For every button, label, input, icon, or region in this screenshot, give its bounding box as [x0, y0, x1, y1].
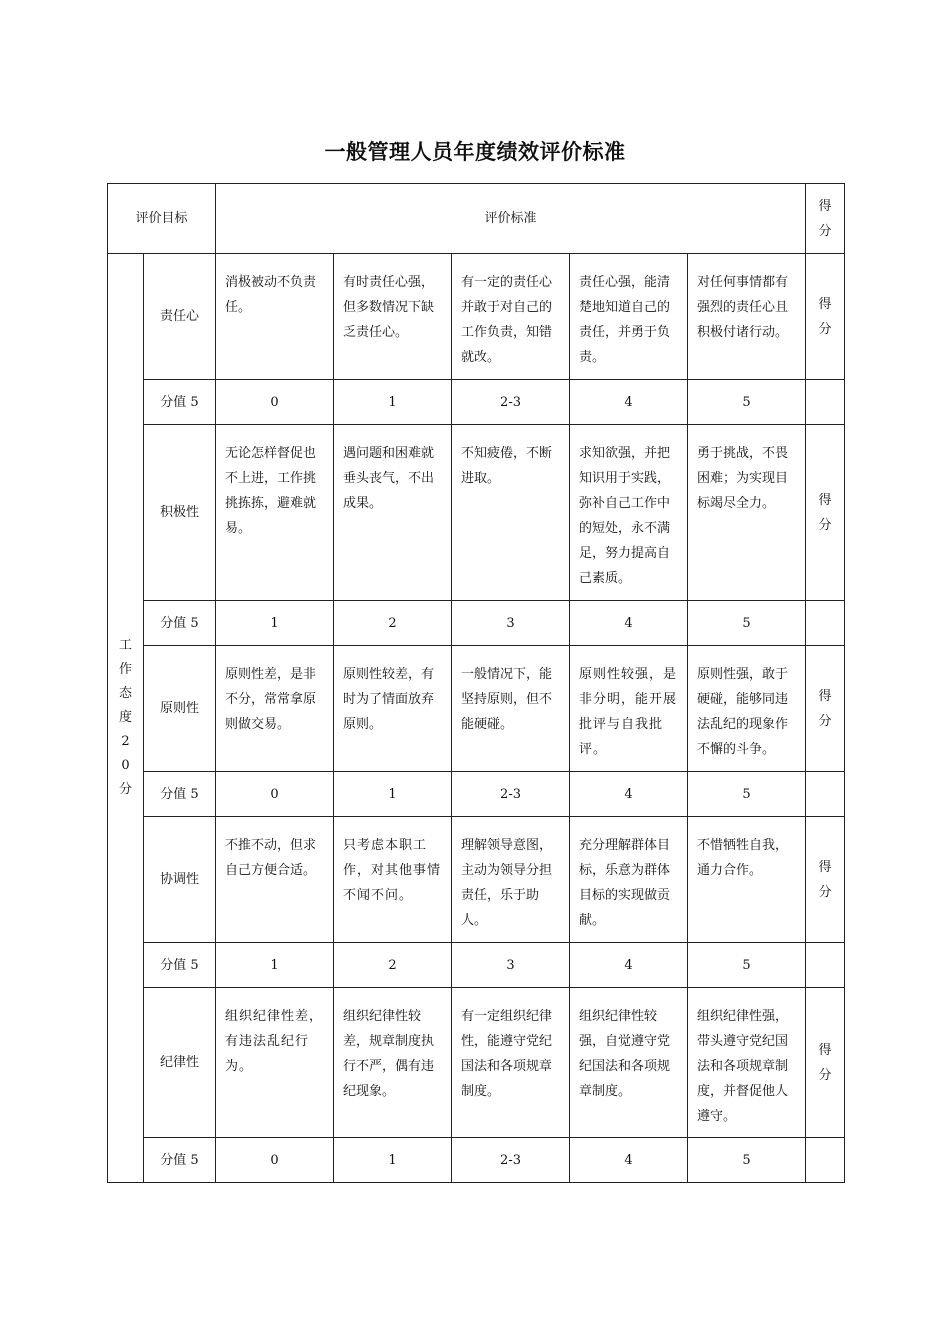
- item-name: 原则性: [144, 646, 216, 772]
- header-score: 得分: [806, 184, 845, 254]
- score-value: 3: [452, 601, 570, 646]
- score-cell: 得分: [806, 817, 845, 943]
- score-value: 1: [334, 772, 452, 817]
- score-value: 5: [688, 601, 806, 646]
- table-header-row: [108, 184, 845, 254]
- score-row-responsibility: [108, 380, 845, 425]
- score-value: 0: [216, 1138, 334, 1183]
- score-value: 4: [570, 1138, 688, 1183]
- criteria-cell: 遇问题和困难就垂头丧气，不出成果。: [334, 425, 452, 601]
- score-row-discipline: [108, 1138, 845, 1183]
- criteria-cell: 求知欲强，并把知识用于实践，弥补自己工作中的短处，永不满足，努力提高自己素质。: [570, 425, 688, 601]
- criteria-cell: 有时责任心强，但多数情况下缺乏责任心。: [334, 254, 452, 380]
- criteria-cell: 不惜牺牲自我，通力合作。: [688, 817, 806, 943]
- score-value: 4: [570, 380, 688, 425]
- criteria-row-discipline: [108, 988, 845, 1138]
- score-value: 2-3: [452, 1138, 570, 1183]
- score-value: 3: [452, 943, 570, 988]
- criteria-cell: 责任心强，能清楚地知道自己的责任，并勇于负责。: [570, 254, 688, 380]
- score-input-cell[interactable]: [806, 943, 845, 988]
- score-input-cell[interactable]: [806, 380, 845, 425]
- criteria-cell: 勇于挑战，不畏困难；为实现目标竭尽全力。: [688, 425, 806, 601]
- score-value: 1: [216, 601, 334, 646]
- criteria-cell: 理解领导意图，主动为领导分担责任，乐于助人。: [452, 817, 570, 943]
- score-label: 分值 5: [144, 772, 216, 817]
- criteria-cell: 充分理解群体目标，乐意为群体目标的实现做贡献。: [570, 817, 688, 943]
- score-value: 2-3: [452, 380, 570, 425]
- criteria-cell: 组织纪律性差，有违法乱纪行为。: [216, 988, 334, 1138]
- score-value: 5: [688, 380, 806, 425]
- item-name: 纪律性: [144, 988, 216, 1138]
- criteria-cell: 对任何事情都有强烈的责任心且积极付诸行动。: [688, 254, 806, 380]
- criteria-cell: 组织纪律性较差，规章制度执行不严，偶有违纪现象。: [334, 988, 452, 1138]
- criteria-row-initiative: [108, 425, 845, 601]
- item-name: 协调性: [144, 817, 216, 943]
- score-value: 1: [334, 380, 452, 425]
- evaluation-table: [107, 183, 845, 1183]
- score-cell: 得分: [806, 988, 845, 1138]
- score-label: 分值 5: [144, 601, 216, 646]
- criteria-cell: 组织纪律性强，带头遵守党纪国法和各项规章制度，并督促他人遵守。: [688, 988, 806, 1138]
- score-value: 4: [570, 772, 688, 817]
- criteria-cell: 原则性差，是非不分，常常拿原则做交易。: [216, 646, 334, 772]
- score-value: 1: [334, 1138, 452, 1183]
- criteria-cell: 原则性较差，有时为了情面放弃原则。: [334, 646, 452, 772]
- criteria-cell: 只考虑本职工作，对其他事情不闻不问。: [334, 817, 452, 943]
- item-name: 积极性: [144, 425, 216, 601]
- criteria-cell: 组织纪律性较强，自觉遵守党纪国法和各项规章制度。: [570, 988, 688, 1138]
- score-input-cell[interactable]: [806, 1138, 845, 1183]
- score-value: 0: [216, 772, 334, 817]
- criteria-cell: 一般情况下，能坚持原则，但不能硬碰。: [452, 646, 570, 772]
- score-value: 5: [688, 943, 806, 988]
- criteria-cell: 不推不动，但求自己方便合适。: [216, 817, 334, 943]
- score-value: 4: [570, 601, 688, 646]
- criteria-cell: 无论怎样督促也不上进，工作挑挑拣拣，避难就易。: [216, 425, 334, 601]
- score-value: 1: [216, 943, 334, 988]
- section-label-work-attitude: 工作态度20分: [108, 254, 144, 1183]
- item-name: 责任心: [144, 254, 216, 380]
- criteria-cell: 原则性较强，是非分明，能开展批评与自我批评。: [570, 646, 688, 772]
- score-input-cell[interactable]: [806, 601, 845, 646]
- score-value: 0: [216, 380, 334, 425]
- score-value: 4: [570, 943, 688, 988]
- score-cell: 得分: [806, 425, 845, 601]
- score-value: 5: [688, 772, 806, 817]
- header-standard: 评价标准: [216, 184, 806, 254]
- score-label: 分值 5: [144, 1138, 216, 1183]
- score-value: 2: [334, 601, 452, 646]
- criteria-cell: 消极被动不负责任。: [216, 254, 334, 380]
- criteria-row-principle: [108, 646, 845, 772]
- score-input-cell[interactable]: [806, 772, 845, 817]
- score-value: 2: [334, 943, 452, 988]
- score-value: 5: [688, 1138, 806, 1183]
- score-cell: 得分: [806, 254, 845, 380]
- header-target: 评价目标: [108, 184, 216, 254]
- criteria-row-coordination: [108, 817, 845, 943]
- score-row-coordination: [108, 943, 845, 988]
- criteria-cell: 有一定组织纪律性，能遵守党纪国法和各项规章制度。: [452, 988, 570, 1138]
- score-value: 2-3: [452, 772, 570, 817]
- score-row-principle: [108, 772, 845, 817]
- criteria-cell: 不知疲倦，不断进取。: [452, 425, 570, 601]
- score-cell: 得分: [806, 646, 845, 772]
- score-label: 分值 5: [144, 943, 216, 988]
- criteria-cell: 原则性强，敢于硬碰，能够同违法乱纪的现象作不懈的斗争。: [688, 646, 806, 772]
- page-title: 一般管理人员年度绩效评价标准: [324, 140, 626, 164]
- score-label: 分值 5: [144, 380, 216, 425]
- criteria-row-responsibility: [108, 254, 845, 380]
- criteria-cell: 有一定的责任心并敢于对自己的工作负责，知错就改。: [452, 254, 570, 380]
- score-row-initiative: [108, 601, 845, 646]
